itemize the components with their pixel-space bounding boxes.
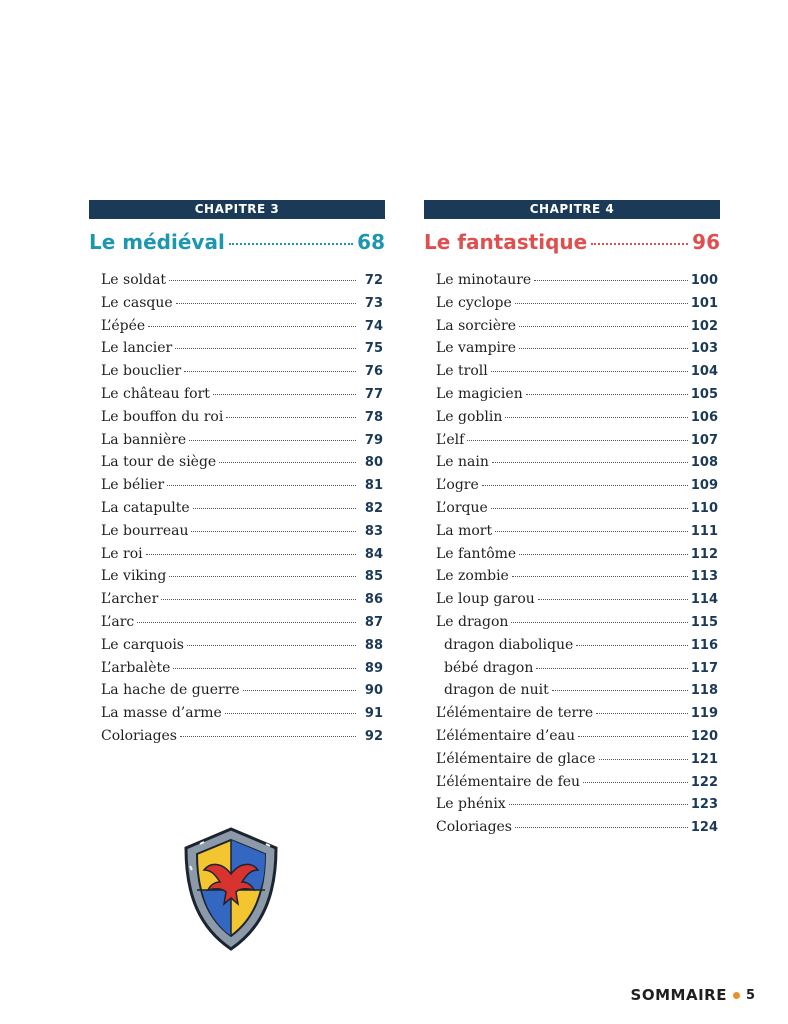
leader-dots bbox=[184, 371, 356, 372]
toc-entry-page: 91 bbox=[364, 706, 383, 722]
toc-entry[interactable] bbox=[101, 682, 383, 705]
toc-entry-label: Le zombie bbox=[436, 568, 509, 585]
toc-entry[interactable] bbox=[101, 591, 383, 614]
toc-entry[interactable] bbox=[436, 819, 718, 842]
page-footer bbox=[631, 986, 755, 1004]
toc-entry-page: 123 bbox=[690, 797, 718, 813]
leader-dots bbox=[189, 440, 356, 441]
toc-entry-page: 78 bbox=[364, 409, 383, 425]
toc-entry-label: La sorcière bbox=[436, 317, 516, 334]
leader-dots bbox=[596, 713, 688, 714]
chapter-4-column bbox=[424, 200, 720, 842]
toc-entry-page: 106 bbox=[690, 409, 718, 425]
toc-entry-label: Coloriages bbox=[436, 819, 512, 836]
toc-entry-label: Le viking bbox=[101, 568, 167, 585]
leader-dots bbox=[491, 371, 688, 372]
leader-dots bbox=[167, 485, 356, 486]
toc-entry[interactable] bbox=[436, 614, 718, 637]
page-number: 5 bbox=[745, 987, 755, 1003]
toc-entry-label: Le minotaure bbox=[436, 272, 532, 288]
toc-entry-label: L’élémentaire de glace bbox=[436, 750, 596, 767]
toc-entry-page: 100 bbox=[690, 273, 718, 288]
leader-dots bbox=[219, 462, 356, 463]
toc-entry-page: 74 bbox=[364, 318, 383, 334]
toc-entry-page: 115 bbox=[690, 614, 718, 630]
toc-entry-label: L’élémentaire de terre bbox=[436, 705, 594, 722]
leader-dots bbox=[491, 508, 688, 509]
leader-dots bbox=[226, 417, 356, 418]
toc-entry-label: L’arbalète bbox=[101, 659, 171, 676]
toc-entry-page: 75 bbox=[364, 341, 383, 357]
toc-entry[interactable] bbox=[101, 432, 383, 455]
leader-dots bbox=[526, 394, 688, 395]
toc-entry-page: 118 bbox=[690, 683, 718, 699]
leader-dots bbox=[225, 713, 356, 714]
chapter-3-banner: CHAPITRE 3 bbox=[89, 200, 385, 219]
leader-dots bbox=[176, 303, 356, 304]
leader-dots bbox=[509, 804, 688, 805]
toc-entry-label: Le nain bbox=[436, 454, 489, 471]
toc-entry-page: 107 bbox=[690, 432, 718, 448]
chapter-3-column bbox=[89, 200, 385, 751]
toc-entry[interactable] bbox=[101, 500, 383, 523]
leader-dots bbox=[505, 417, 688, 418]
leader-dots bbox=[583, 782, 688, 783]
toc-entry[interactable] bbox=[436, 705, 718, 728]
toc-entry-page: 76 bbox=[364, 364, 383, 380]
toc-entry[interactable] bbox=[436, 637, 718, 660]
chapter-4-heading[interactable] bbox=[424, 230, 720, 258]
toc-entry-label: L’ogre bbox=[436, 477, 479, 494]
toc-entry-page: 79 bbox=[364, 432, 383, 448]
toc-entry-page: 73 bbox=[364, 295, 383, 311]
leader-dots bbox=[578, 736, 688, 737]
leader-dots bbox=[161, 599, 356, 600]
toc-entry-label: Le carquois bbox=[101, 636, 184, 653]
toc-entry[interactable] bbox=[101, 637, 383, 660]
toc-entry-page: 114 bbox=[690, 592, 718, 608]
toc-entry-page: 109 bbox=[690, 478, 718, 494]
chapter-4-banner: CHAPITRE 4 bbox=[424, 200, 720, 219]
chapter-3-heading[interactable] bbox=[89, 230, 385, 258]
toc-entry[interactable] bbox=[101, 546, 383, 569]
toc-entry-page: 86 bbox=[364, 592, 383, 608]
shield-eagle-icon bbox=[180, 826, 282, 952]
toc-entry-page: 85 bbox=[364, 569, 383, 585]
toc-entry-page: 112 bbox=[690, 546, 718, 562]
toc-entry-label: L’archer bbox=[101, 591, 159, 608]
toc-entry[interactable] bbox=[436, 409, 718, 432]
toc-entry-page: 87 bbox=[364, 614, 383, 630]
toc-entry[interactable] bbox=[436, 363, 718, 386]
leader-dots bbox=[599, 759, 688, 760]
toc-entry-label: dragon diabolique bbox=[444, 636, 574, 653]
leader-dots bbox=[191, 531, 356, 532]
toc-entry[interactable] bbox=[436, 660, 718, 683]
toc-entry-page: 77 bbox=[364, 386, 383, 402]
leader-dots bbox=[169, 576, 356, 577]
leader-dots bbox=[576, 645, 688, 646]
leader-dots bbox=[515, 827, 688, 828]
toc-entry-label: Le troll bbox=[436, 363, 488, 380]
bullet-dot bbox=[733, 992, 740, 999]
toc-entry-page: 72 bbox=[364, 273, 383, 288]
toc-entry[interactable] bbox=[436, 591, 718, 614]
toc-entry-label: Le casque bbox=[101, 294, 173, 311]
toc-entry[interactable] bbox=[101, 318, 383, 341]
leader-dots bbox=[538, 599, 688, 600]
toc-entry[interactable] bbox=[436, 295, 718, 318]
toc-entry-label: La tour de siège bbox=[101, 454, 217, 471]
toc-entry[interactable] bbox=[436, 568, 718, 591]
leader-dots bbox=[495, 531, 688, 532]
chapter-3-entries bbox=[89, 272, 385, 751]
leader-dots bbox=[148, 326, 356, 327]
toc-entry-page: 117 bbox=[690, 660, 718, 676]
leader-dots bbox=[536, 668, 688, 669]
toc-entry-page: 111 bbox=[690, 523, 718, 539]
toc-entry[interactable] bbox=[101, 454, 383, 477]
toc-entry[interactable] bbox=[436, 272, 718, 295]
leader-dots bbox=[229, 243, 353, 245]
chapter-3-title: Le médiéval bbox=[89, 230, 225, 254]
toc-entry-label: Le magicien bbox=[436, 385, 523, 402]
toc-entry[interactable] bbox=[436, 454, 718, 477]
leader-dots bbox=[552, 690, 688, 691]
leader-dots bbox=[515, 303, 688, 304]
toc-entry-page: 89 bbox=[364, 660, 383, 676]
toc-entry-label: La mort bbox=[436, 522, 493, 539]
toc-entry-label: dragon de nuit bbox=[444, 682, 549, 699]
toc-entry-label: Le soldat bbox=[101, 272, 167, 288]
toc-entry[interactable] bbox=[436, 796, 718, 819]
toc-entry-label: Le loup garou bbox=[436, 591, 535, 608]
leader-dots bbox=[187, 645, 356, 646]
toc-entry-label: Le bourreau bbox=[101, 522, 189, 539]
toc-entry[interactable] bbox=[101, 523, 383, 546]
toc-entry-page: 121 bbox=[690, 751, 718, 767]
toc-entry-page: 81 bbox=[364, 478, 383, 494]
leader-dots bbox=[243, 690, 356, 691]
section-label: SOMMAIRE bbox=[630, 986, 727, 1004]
toc-entry-label: L’arc bbox=[101, 613, 135, 630]
toc-entry[interactable] bbox=[101, 386, 383, 409]
toc-entry-label: Coloriages bbox=[101, 727, 177, 744]
toc-entry[interactable] bbox=[101, 477, 383, 500]
toc-entry[interactable] bbox=[436, 318, 718, 341]
leader-dots bbox=[146, 554, 356, 555]
toc-entry[interactable] bbox=[436, 500, 718, 523]
toc-entry[interactable] bbox=[436, 751, 718, 774]
toc-entry-label: Le goblin bbox=[436, 408, 503, 425]
toc-entry[interactable] bbox=[101, 295, 383, 318]
toc-entry[interactable] bbox=[101, 363, 383, 386]
leader-dots bbox=[180, 736, 356, 737]
leader-dots bbox=[519, 326, 688, 327]
leader-dots bbox=[534, 280, 688, 281]
chapter-4-page: 96 bbox=[692, 230, 720, 254]
leader-dots bbox=[492, 462, 688, 463]
leader-dots bbox=[511, 622, 687, 623]
toc-entry-page: 113 bbox=[690, 569, 718, 585]
toc-entry[interactable] bbox=[101, 409, 383, 432]
toc-entry-page: 105 bbox=[690, 386, 718, 402]
leader-dots bbox=[173, 668, 356, 669]
toc-entry-page: 124 bbox=[690, 820, 718, 836]
toc-entry-page: 110 bbox=[690, 500, 718, 516]
toc-entry-label: Le lancier bbox=[101, 340, 173, 357]
leader-dots bbox=[193, 508, 356, 509]
toc-entry[interactable] bbox=[101, 705, 383, 728]
toc-entry-label: bébé dragon bbox=[444, 659, 534, 676]
toc-entry-label: La hache de guerre bbox=[101, 682, 240, 699]
toc-entry[interactable] bbox=[436, 523, 718, 546]
toc-entry-page: 90 bbox=[364, 683, 383, 699]
toc-entry-label: La bannière bbox=[101, 431, 187, 448]
toc-entry-label: Le bélier bbox=[101, 477, 165, 494]
toc-entry-page: 92 bbox=[364, 728, 383, 744]
toc-entry-label: Le vampire bbox=[436, 340, 516, 357]
leader-dots bbox=[512, 576, 688, 577]
toc-entry[interactable] bbox=[436, 386, 718, 409]
toc-entry-page: 101 bbox=[690, 295, 718, 311]
toc-entry-page: 83 bbox=[364, 523, 383, 539]
toc-entry-page: 82 bbox=[364, 500, 383, 516]
toc-entry[interactable] bbox=[436, 774, 718, 797]
toc-entry-page: 104 bbox=[690, 364, 718, 380]
toc-entry-label: Le fantôme bbox=[436, 545, 517, 562]
toc-entry-page: 80 bbox=[364, 455, 383, 471]
toc-entry-label: Le dragon bbox=[436, 613, 509, 630]
toc-entry[interactable] bbox=[436, 728, 718, 751]
toc-entry-label: L’elf bbox=[436, 431, 465, 448]
toc-entry-label: La masse d’arme bbox=[101, 705, 222, 722]
toc-entry-label: Le bouffon du roi bbox=[101, 408, 224, 425]
toc-entry-page: 102 bbox=[690, 318, 718, 334]
chapter-3-page: 68 bbox=[357, 230, 385, 254]
toc-entry-page: 88 bbox=[364, 637, 383, 653]
leader-dots bbox=[591, 243, 688, 245]
toc-entry[interactable] bbox=[436, 432, 718, 455]
toc-entry[interactable] bbox=[436, 340, 718, 363]
toc-entry[interactable] bbox=[101, 614, 383, 637]
toc-entry[interactable] bbox=[101, 272, 383, 295]
toc-entry-label: L’épée bbox=[101, 317, 146, 334]
toc-entry-label: Le phénix bbox=[436, 796, 506, 813]
leader-dots bbox=[137, 622, 356, 623]
chapter-4-title: Le fantastique bbox=[424, 230, 588, 254]
toc-entry[interactable] bbox=[436, 477, 718, 500]
leader-dots bbox=[519, 348, 688, 349]
toc-entry-label: Le cyclope bbox=[436, 294, 512, 311]
leader-dots bbox=[213, 394, 356, 395]
toc-entry-label: L’élémentaire d’eau bbox=[436, 727, 575, 744]
toc-entry[interactable] bbox=[101, 568, 383, 591]
toc-entry-label: Le roi bbox=[101, 545, 143, 562]
toc-entry[interactable] bbox=[101, 660, 383, 683]
toc-entry-label: L’orque bbox=[436, 499, 488, 516]
leader-dots bbox=[175, 348, 356, 349]
leader-dots bbox=[467, 440, 688, 441]
toc-entry-label: Le château fort bbox=[101, 385, 210, 402]
toc-entry-page: 120 bbox=[690, 728, 718, 744]
toc-entry-label: La catapulte bbox=[101, 499, 190, 516]
toc-entry[interactable] bbox=[436, 546, 718, 569]
toc-entry-page: 108 bbox=[690, 455, 718, 471]
leader-dots bbox=[169, 280, 356, 281]
toc-entry-label: L’élémentaire de feu bbox=[436, 773, 581, 790]
toc-entry-label: Le bouclier bbox=[101, 363, 182, 380]
toc-entry[interactable] bbox=[101, 340, 383, 363]
toc-entry-page: 119 bbox=[690, 706, 718, 722]
toc-entry[interactable] bbox=[101, 728, 383, 751]
leader-dots bbox=[519, 554, 688, 555]
toc-entry-page: 116 bbox=[690, 637, 718, 653]
toc-entry-page: 103 bbox=[690, 341, 718, 357]
toc-entry[interactable] bbox=[436, 682, 718, 705]
toc-entry-page: 84 bbox=[364, 546, 383, 562]
leader-dots bbox=[482, 485, 688, 486]
toc-entry-page: 122 bbox=[690, 774, 718, 790]
chapter-4-entries bbox=[424, 272, 720, 842]
